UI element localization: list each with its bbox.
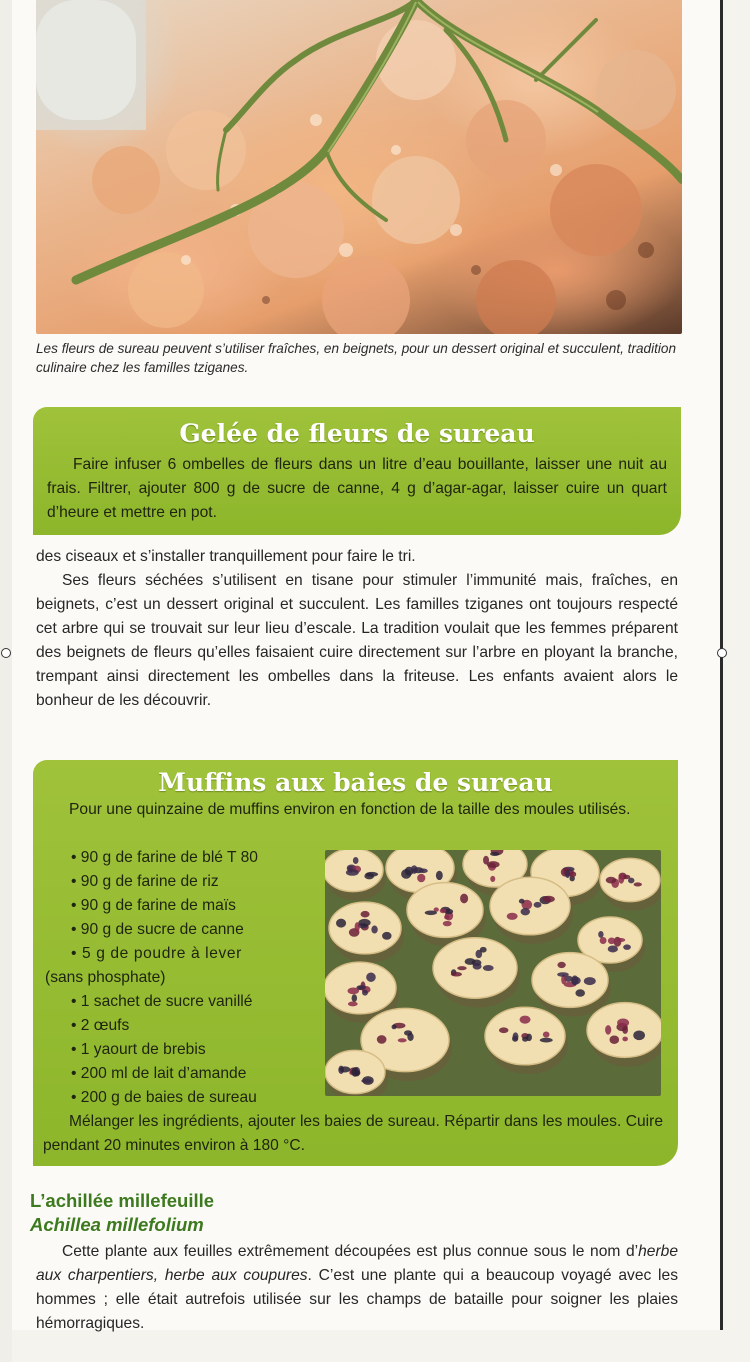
page-left-edge xyxy=(0,0,12,1362)
muffin-illustration xyxy=(490,877,573,944)
ingredient-item: • 5 g de poudre à lever xyxy=(71,945,242,962)
ingredient-item: • 200 g de baies de sureau xyxy=(71,1089,257,1106)
gelee-recipe-box xyxy=(33,407,681,535)
ingredient-item: • 90 g de farine de maïs xyxy=(71,897,236,914)
continuation-text: des ciseaux et s’installer tranquillement pour faire le tri. xyxy=(36,548,416,565)
achillee-common-names: herbe aux charpentiers, herbe aux coupures xyxy=(36,1243,678,1284)
ingredient-item: (sans phosphate) xyxy=(45,969,166,986)
achillee-paragraph xyxy=(36,1240,678,1336)
muffin-illustration xyxy=(600,858,661,910)
ingredient-item: • 200 ml de lait d’amande xyxy=(71,1065,247,1082)
elderberry-muffins-photo xyxy=(325,850,661,1096)
muffin-illustration xyxy=(433,938,520,1008)
elderflower-fritters-photo xyxy=(36,0,682,334)
gelee-text: Faire infuser 6 ombelles de fleurs dans un litre d’eau bouillante, laisser une nuit au frais. Filtrer, ajouter 800 g de sucre de canne, 4 g d’agar-agar, laisser cuire un quart d’heure et mettre en pot. xyxy=(47,456,667,521)
muffin-illustration xyxy=(329,902,404,963)
muffin-illustration xyxy=(407,883,486,947)
achillee-text-after: . C’est une plante qui a beaucoup voyagé avec les hommes ; elle était autrefois utilisée sur les champs de bataille pour soigner les plaies hémorragiques. xyxy=(36,1267,678,1332)
ingredient-item: • 1 sachet de sucre vanillé xyxy=(71,993,253,1010)
muffin-illustration xyxy=(532,953,611,1017)
resize-handle-right[interactable] xyxy=(717,648,727,658)
resize-handle-left[interactable] xyxy=(1,648,11,658)
ingredient-item: • 2 œufs xyxy=(71,1017,130,1034)
achillee-latin-name: Achillea millefolium xyxy=(30,1214,204,1235)
ingredient-item: • 90 g de farine de riz xyxy=(71,873,219,890)
muffins-title: Muffins aux baies de sureau xyxy=(158,768,553,797)
muffins-intro: Pour une quinzaine de muffins environ en fonction de la taille des moules utilisés. xyxy=(69,801,631,818)
ingredient-item: • 90 g de farine de blé T 80 xyxy=(71,849,258,866)
muffin-illustration xyxy=(485,1007,568,1074)
achillee-text-before: Cette plante aux feuilles extrêmement découpées est plus connue sous le nom d’ xyxy=(62,1243,639,1260)
ingredient-list xyxy=(45,846,317,1110)
ingredient-item: • 1 yaourt de brebis xyxy=(71,1041,206,1058)
muffin-illustration xyxy=(587,1003,661,1067)
gelee-title: Gelée de fleurs de sureau xyxy=(179,419,535,448)
photo-caption: Les fleurs de sureau peuvent s’utiliser fraîches, en beignets, pour un dessert original et succulent, tradition culinaire chez les familles tziganes. xyxy=(36,341,677,375)
tradition-paragraph: Ses fleurs séchées s’utilisent en tisane pour stimuler l’immunité mais, fraîches, en beignets, c’est un dessert original et succulent. Les familles tziganes ont toujours respecté cet arbre qui se trouvait sur leur lieu d’escale. La tradition voulait que les femmes préparent des beignets de fleurs qu’elles faisaient cuire directement sur l’arbre en ployant la branche, trempant ainsi directement les ombelles dans la friteuse. Les enfants avaient alors le bonheur de les découvrir. xyxy=(36,572,678,709)
ingredient-item: • 90 g de sucre de canne xyxy=(71,921,244,938)
achillee-heading: L’achillée millefeuille xyxy=(30,1190,215,1211)
muffin-illustration xyxy=(325,850,386,901)
muffins-method: Mélanger les ingrédients, ajouter les baies de sureau. Répartir dans les moules. Cuire pendant 20 minutes environ à 180 °C. xyxy=(43,1113,663,1154)
